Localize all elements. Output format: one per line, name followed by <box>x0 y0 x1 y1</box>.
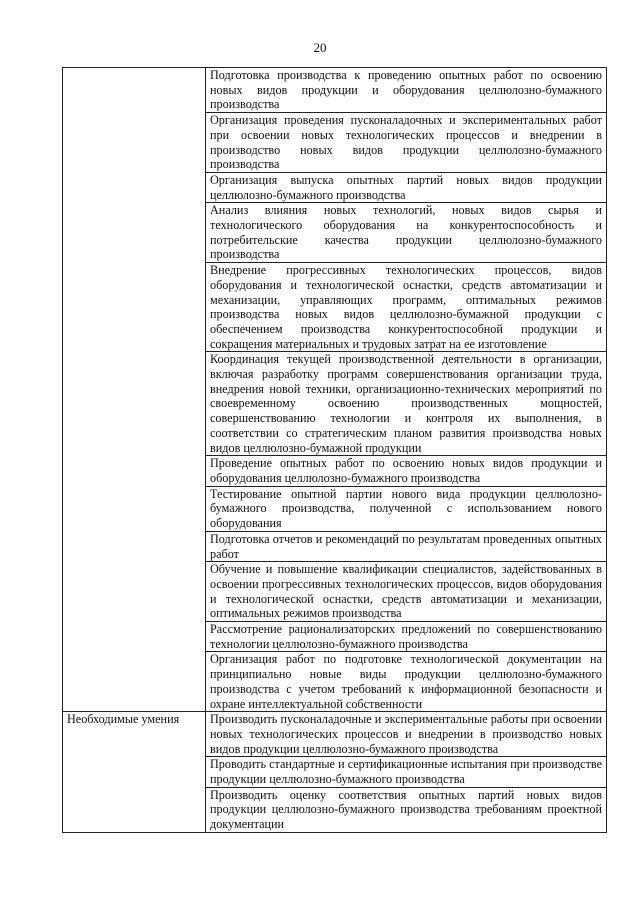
table-cell: Подготовка отчетов и рекомендаций по результатам проведенных опытных работ <box>206 531 607 561</box>
table-cell: Тестирование опытной партии нового вида продукции целлюлозно-бумажного производства, полученной с использованием нового оборудования <box>206 486 607 531</box>
row-label: Необходимые умения <box>63 712 206 833</box>
table-row <box>63 68 607 113</box>
table-cell: Проводить стандартные и сертификационные испытания при производстве продукции целлюлозно-бумажного производства <box>206 757 607 787</box>
table-cell: Координация текущей производственной деятельности в организации, включая разработку программ совершенствования организации труда, внедрения новой техники, организационно-технических мероприятий по своевременному освоению производственных мощностей, совершенствованию технологии и контроля их выполнения, в соответствии со стратегическим планом развития производства новых видов целлюлозно-бумажной продукции <box>206 352 607 456</box>
table-cell: Анализ влияния новых технологий, новых видов сырья и технологического оборудования на конкурентоспособность и потребительские качества продукции целлюлозно-бумажного производства <box>206 203 607 263</box>
table-cell: Подготовка производства к проведению опытных работ по освоению новых видов продукции и оборудования целлюлозно-бумажного производства <box>206 68 607 113</box>
table-cell: Внедрение прогрессивных технологических процессов, видов оборудования и технологической оснастки, средств автоматизации и механизации, управляющих программ, оптимальных режимов производства новых видов целлюлозно-бумажной продукции с обеспечением производства конкурентоспособной продукции и сокращения материальных и трудовых затрат на ее изготовление <box>206 263 607 352</box>
table-cell: Производить пусконаладочные и экспериментальные работы при освоении новых технологических процессов и внедрении в производство новых видов продукции целлюлозно-бумажного производства <box>206 712 607 757</box>
row-label <box>63 68 206 712</box>
table-cell: Организация проведения пусконаладочных и экспериментальных работ при освоении новых технологических процессов и внедрении в производство новых видов продукции целлюлозно-бумажного производства <box>206 113 607 173</box>
table-row <box>63 712 607 757</box>
table-cell: Проведение опытных работ по освоению новых видов продукции и оборудования целлюлозно-бумажного производства <box>206 456 607 486</box>
table-cell: Обучение и повышение квалификации специалистов, задействованных в освоении прогрессивных технологических процессов, видов оборудования и технологической оснастки, средств автоматизации и механизации, оптимальных режимов производства <box>206 562 607 622</box>
requirements-table <box>62 67 607 833</box>
table-cell: Организация выпуска опытных партий новых видов продукции целлюлозно-бумажного производства <box>206 172 607 202</box>
table-cell: Производить оценку соответствия опытных партий новых видов продукции целлюлозно-бумажного производства требованиям проектной документации <box>206 787 607 832</box>
table-cell: Организация работ по подготовке технологической документации на принципиально новые виды продукции целлюлозно-бумажного производства с учетом требований к информационной безопасности и охране интеллектуальной собственности <box>206 652 607 712</box>
page-number: 20 <box>313 40 327 55</box>
table-cell: Рассмотрение рационализаторских предложений по совершенствованию технологии целлюлозно-бумажного производства <box>206 622 607 652</box>
